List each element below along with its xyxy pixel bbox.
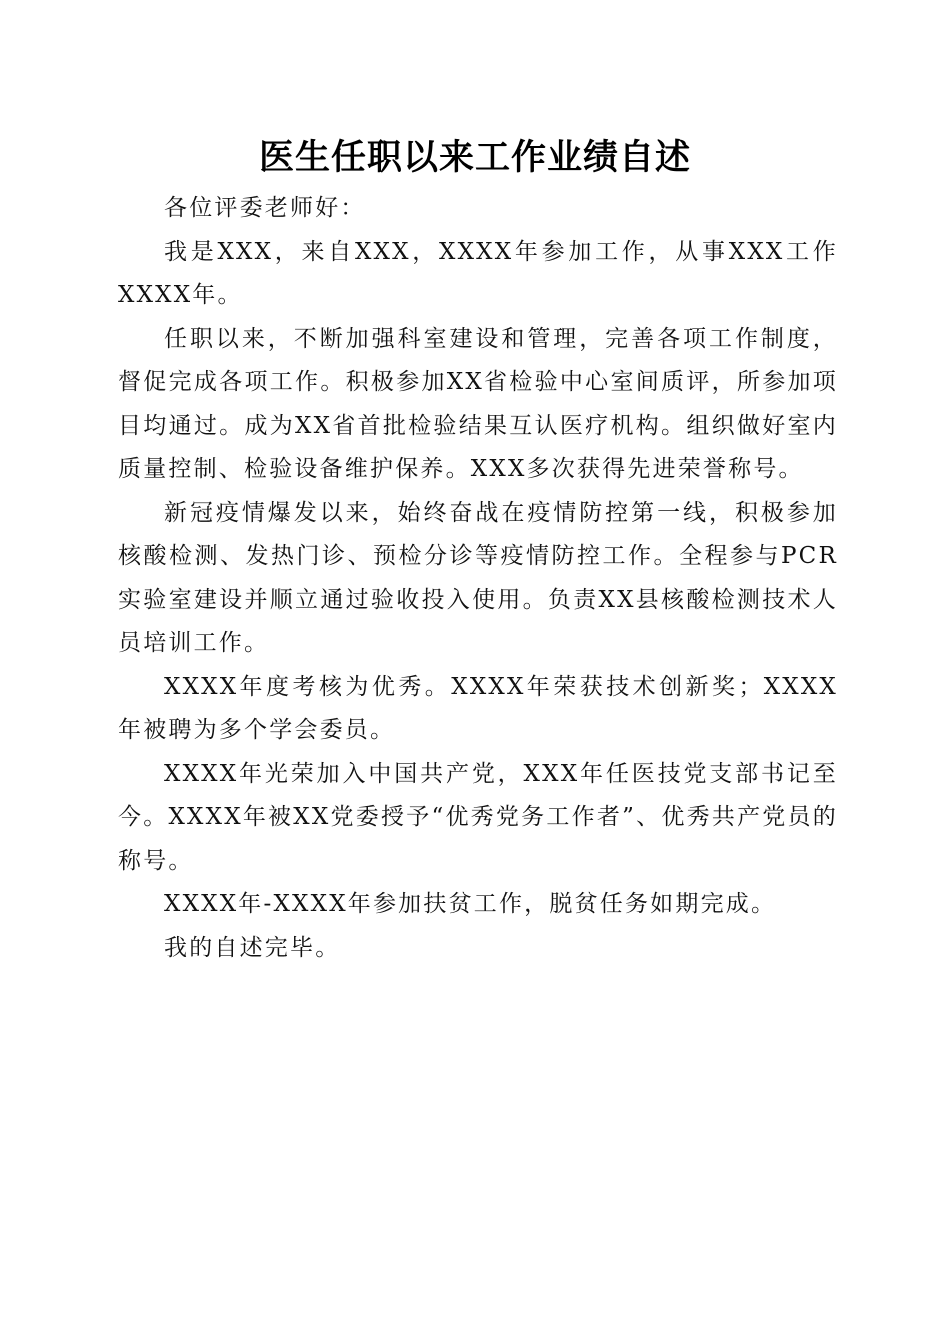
paragraph-introduction: 我是XXX，来自XXX，XXXX年参加工作，从事XXX工作XXXX年。 [118,238,838,308]
paragraph-department-work: 任职以来，不断加强科室建设和管理，完善各项工作制度，督促完成各项工作。积极参加XX省检验中心室间质评，所参加项目均通过。成为XX省首批检验结果互认医疗机构。组织做好室内质量控制、检验设备维护保养。XXX多次获得先进荣誉称号。 [118,325,838,482]
paragraph-greeting: 各位评委老师好： [164,195,366,221]
paragraph-closing: 我的自述完毕。 [164,934,341,961]
paragraph-party-work: XXXX年光荣加入中国共产党，XXX年任医技党支部书记至今。XXXX年被XX党委授予“优秀党务工作者”、优秀共产党员的称号。 [118,760,838,874]
paragraph-epidemic-work: 新冠疫情爆发以来，始终奋战在疫情防控第一线，积极参加核酸检测、发热门诊、预检分诊等疫情防控工作。全程参与PCR实验室建设并顺立通过验收投入使用。负责XX县核酸检测技术人员培训工作。 [118,499,838,656]
document-title: 医生任职以来工作业绩自述 [258,137,691,178]
document-body [118,187,838,970]
paragraph-poverty-alleviation: XXXX年-XXXX年参加扶贫工作，脱贫任务如期完成。 [164,891,777,917]
paragraph-awards: XXXX年度考核为优秀。XXXX年荣获技术创新奖；XXXX年被聘为多个学会委员。 [118,673,838,743]
